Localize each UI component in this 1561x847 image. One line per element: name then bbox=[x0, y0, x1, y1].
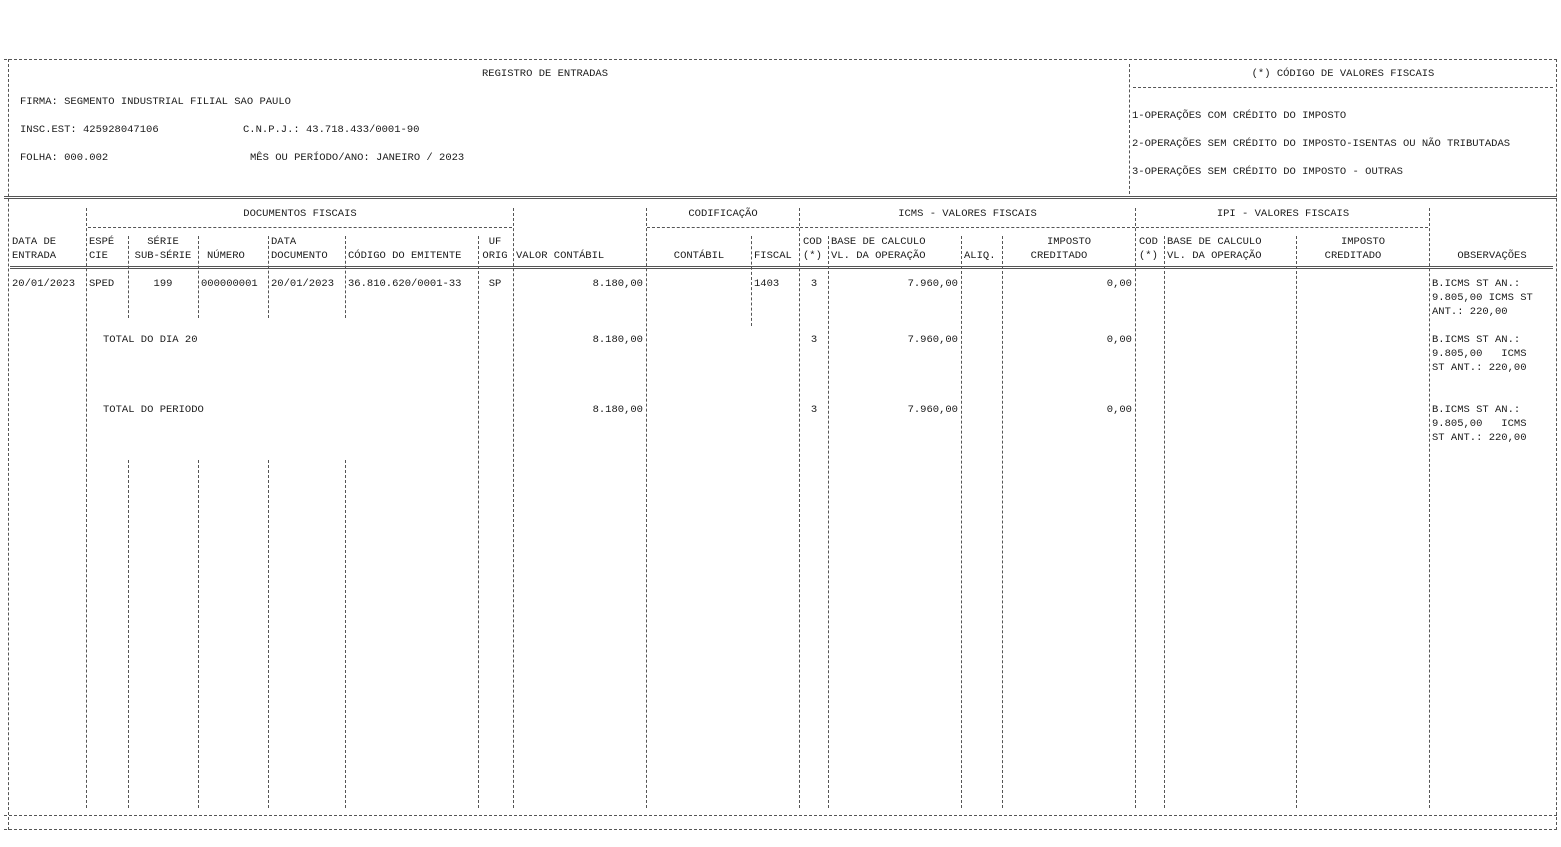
col-ipi-imposto-1: IMPOSTO bbox=[1340, 236, 1386, 248]
col-sep bbox=[268, 236, 269, 318]
col-especie-1: ESPÉ bbox=[89, 236, 115, 248]
legend-title-rule bbox=[1133, 87, 1553, 88]
col-sep bbox=[345, 460, 346, 808]
col-ipi-base-1: BASE DE CALCULO bbox=[1167, 236, 1262, 248]
total-period-valor-contabil: 8.180,00 bbox=[592, 404, 643, 416]
legend-item-2: 2-OPERAÇÕES SEM CRÉDITO DO IMPOSTO-ISENTAS OU NÃO TRIBUTADAS bbox=[1132, 138, 1511, 150]
total-period-obs-2: 9.805,00 ICMS bbox=[1432, 418, 1527, 430]
group-documentos-fiscais: DOCUMENTOS FISCAIS bbox=[243, 208, 357, 220]
col-sep bbox=[198, 460, 199, 808]
col-sep bbox=[1002, 236, 1003, 808]
entry-obs-3: ANT.: 220,00 bbox=[1432, 306, 1508, 318]
total-day-obs-1: B.ICMS ST AN.: bbox=[1432, 334, 1521, 346]
col-uf-2: ORIG bbox=[482, 250, 508, 262]
group-ipi: IPI - VALORES FISCAIS bbox=[1216, 208, 1350, 220]
col-sep bbox=[961, 236, 962, 808]
frame-left-border bbox=[8, 59, 9, 830]
col-sep bbox=[1296, 236, 1297, 808]
entry-icms-imposto: 0,00 bbox=[1106, 278, 1132, 290]
col-data-entrada-1: DATA DE bbox=[12, 236, 57, 248]
col-observacoes: OBSERVAÇÕES bbox=[1457, 250, 1527, 262]
entry-uf: SP bbox=[488, 278, 502, 290]
col-icms-base-2: VL. DA OPERAÇÃO bbox=[831, 250, 926, 262]
legend-item-3: 3-OPERAÇÕES SEM CRÉDITO DO IMPOSTO - OUTRAS bbox=[1132, 166, 1403, 178]
col-sep bbox=[478, 236, 479, 808]
group-rule-icms bbox=[800, 227, 1135, 228]
col-sep bbox=[799, 208, 800, 808]
col-sep bbox=[1429, 208, 1430, 808]
col-serie-2: SUB-SÉRIE bbox=[134, 250, 192, 262]
legend-title: (*) CÓDIGO DE VALORES FISCAIS bbox=[1251, 68, 1435, 80]
entry-numero: 000000001 bbox=[201, 278, 258, 290]
total-day-label: TOTAL DO DIA 20 bbox=[103, 334, 198, 346]
total-day-obs-2: 9.805,00 ICMS bbox=[1432, 348, 1527, 360]
frame-bottom-rule bbox=[4, 815, 1557, 816]
col-numero: NÚMERO bbox=[207, 250, 245, 262]
col-icms-cod-2: (*) bbox=[803, 250, 822, 262]
entry-obs-1: B.ICMS ST AN.: bbox=[1432, 278, 1521, 290]
col-valor-contabil: VALOR CONTÁBIL bbox=[516, 250, 605, 262]
col-icms-base-1: BASE DE CALCULO bbox=[831, 236, 926, 248]
col-aliq: ALIQ. bbox=[964, 250, 996, 262]
col-sep bbox=[198, 236, 199, 318]
col-data-doc-1: DATA bbox=[271, 236, 297, 248]
total-period-icms-imposto: 0,00 bbox=[1106, 404, 1132, 416]
col-sep bbox=[86, 208, 87, 808]
col-serie-1: SÉRIE bbox=[147, 236, 179, 248]
col-data-doc-2: DOCUMENTO bbox=[271, 250, 328, 262]
group-rule-codificacao bbox=[647, 227, 799, 228]
period: MÊS OU PERÍODO/ANO: JANEIRO / 2023 bbox=[250, 152, 465, 164]
total-period-label: TOTAL DO PERIODO bbox=[103, 404, 204, 416]
total-period-icms-base: 7.960,00 bbox=[907, 404, 958, 416]
state-registration: INSC.EST: 425928047106 bbox=[20, 124, 159, 136]
total-period-obs-3: ST ANT.: 220,00 bbox=[1432, 432, 1527, 444]
col-sep bbox=[268, 460, 269, 808]
col-uf-1: UF bbox=[488, 236, 502, 248]
col-sep bbox=[1135, 208, 1136, 808]
cnpj: C.N.P.J.: 43.718.433/0001-90 bbox=[243, 124, 420, 136]
entry-data-documento: 20/01/2023 bbox=[271, 278, 335, 290]
entry-cfop: 1403 bbox=[754, 278, 780, 290]
entry-especie: SPED bbox=[89, 278, 115, 290]
col-especie-2: CIE bbox=[89, 250, 108, 262]
col-codigo-emitente: CÓDIGO DO EMITENTE bbox=[348, 250, 462, 262]
col-sep bbox=[828, 236, 829, 808]
entry-icms-base: 7.960,00 bbox=[907, 278, 958, 290]
legend-item-1: 1-OPERAÇÕES COM CRÉDITO DO IMPOSTO bbox=[1132, 110, 1347, 122]
group-codificacao: CODIFICAÇÃO bbox=[688, 208, 758, 220]
total-day-icms-cod: 3 bbox=[810, 334, 818, 346]
col-ipi-cod-2: (*) bbox=[1139, 250, 1158, 262]
col-sep bbox=[751, 236, 752, 326]
col-sep bbox=[128, 460, 129, 808]
col-icms-imposto-2: CREDITADO bbox=[1030, 250, 1088, 262]
total-day-obs-3: ST ANT.: 220,00 bbox=[1432, 362, 1527, 374]
legend-divider bbox=[1129, 64, 1130, 194]
col-sep bbox=[1164, 236, 1165, 808]
col-sep bbox=[128, 236, 129, 318]
entry-icms-cod: 3 bbox=[810, 278, 818, 290]
total-period-obs-1: B.ICMS ST AN.: bbox=[1432, 404, 1521, 416]
company-name: FIRMA: SEGMENTO INDUSTRIAL FILIAL SAO PAULO bbox=[20, 96, 291, 108]
col-sep bbox=[345, 236, 346, 318]
total-day-icms-base: 7.960,00 bbox=[907, 334, 958, 346]
col-contabil: CONTÁBIL bbox=[673, 250, 725, 262]
entry-obs-2: 9.805,00 ICMS ST bbox=[1432, 292, 1533, 304]
col-sep bbox=[513, 208, 514, 808]
frame-right-border bbox=[1556, 59, 1557, 830]
report-title: REGISTRO DE ENTRADAS bbox=[481, 68, 609, 80]
entry-serie: 199 bbox=[153, 278, 173, 290]
col-ipi-imposto-2: CREDITADO bbox=[1324, 250, 1382, 262]
group-rule-documentos bbox=[88, 227, 512, 228]
frame-top-rule bbox=[4, 59, 1557, 60]
col-fiscal: FISCAL bbox=[754, 250, 792, 262]
header-separator-rule bbox=[4, 196, 1557, 199]
column-header-rule bbox=[10, 266, 1553, 269]
total-day-icms-imposto: 0,00 bbox=[1106, 334, 1132, 346]
total-period-icms-cod: 3 bbox=[810, 404, 818, 416]
total-day-valor-contabil: 8.180,00 bbox=[592, 334, 643, 346]
entry-valor-contabil: 8.180,00 bbox=[592, 278, 643, 290]
col-sep bbox=[646, 208, 647, 808]
page-number: FOLHA: 000.002 bbox=[20, 152, 109, 164]
frame-bottom-rule-2 bbox=[4, 829, 1557, 830]
group-icms: ICMS - VALORES FISCAIS bbox=[898, 208, 1037, 220]
entry-data-entrada: 20/01/2023 bbox=[12, 278, 76, 290]
col-ipi-cod-1: COD bbox=[1139, 236, 1158, 248]
col-icms-imposto-1: IMPOSTO bbox=[1046, 236, 1092, 248]
col-icms-cod-1: COD bbox=[803, 236, 822, 248]
group-rule-ipi bbox=[1136, 227, 1428, 228]
entry-codigo-emitente: 36.810.620/0001-33 bbox=[348, 278, 462, 290]
col-ipi-base-2: VL. DA OPERAÇÃO bbox=[1167, 250, 1262, 262]
col-data-entrada-2: ENTRADA bbox=[12, 250, 57, 262]
